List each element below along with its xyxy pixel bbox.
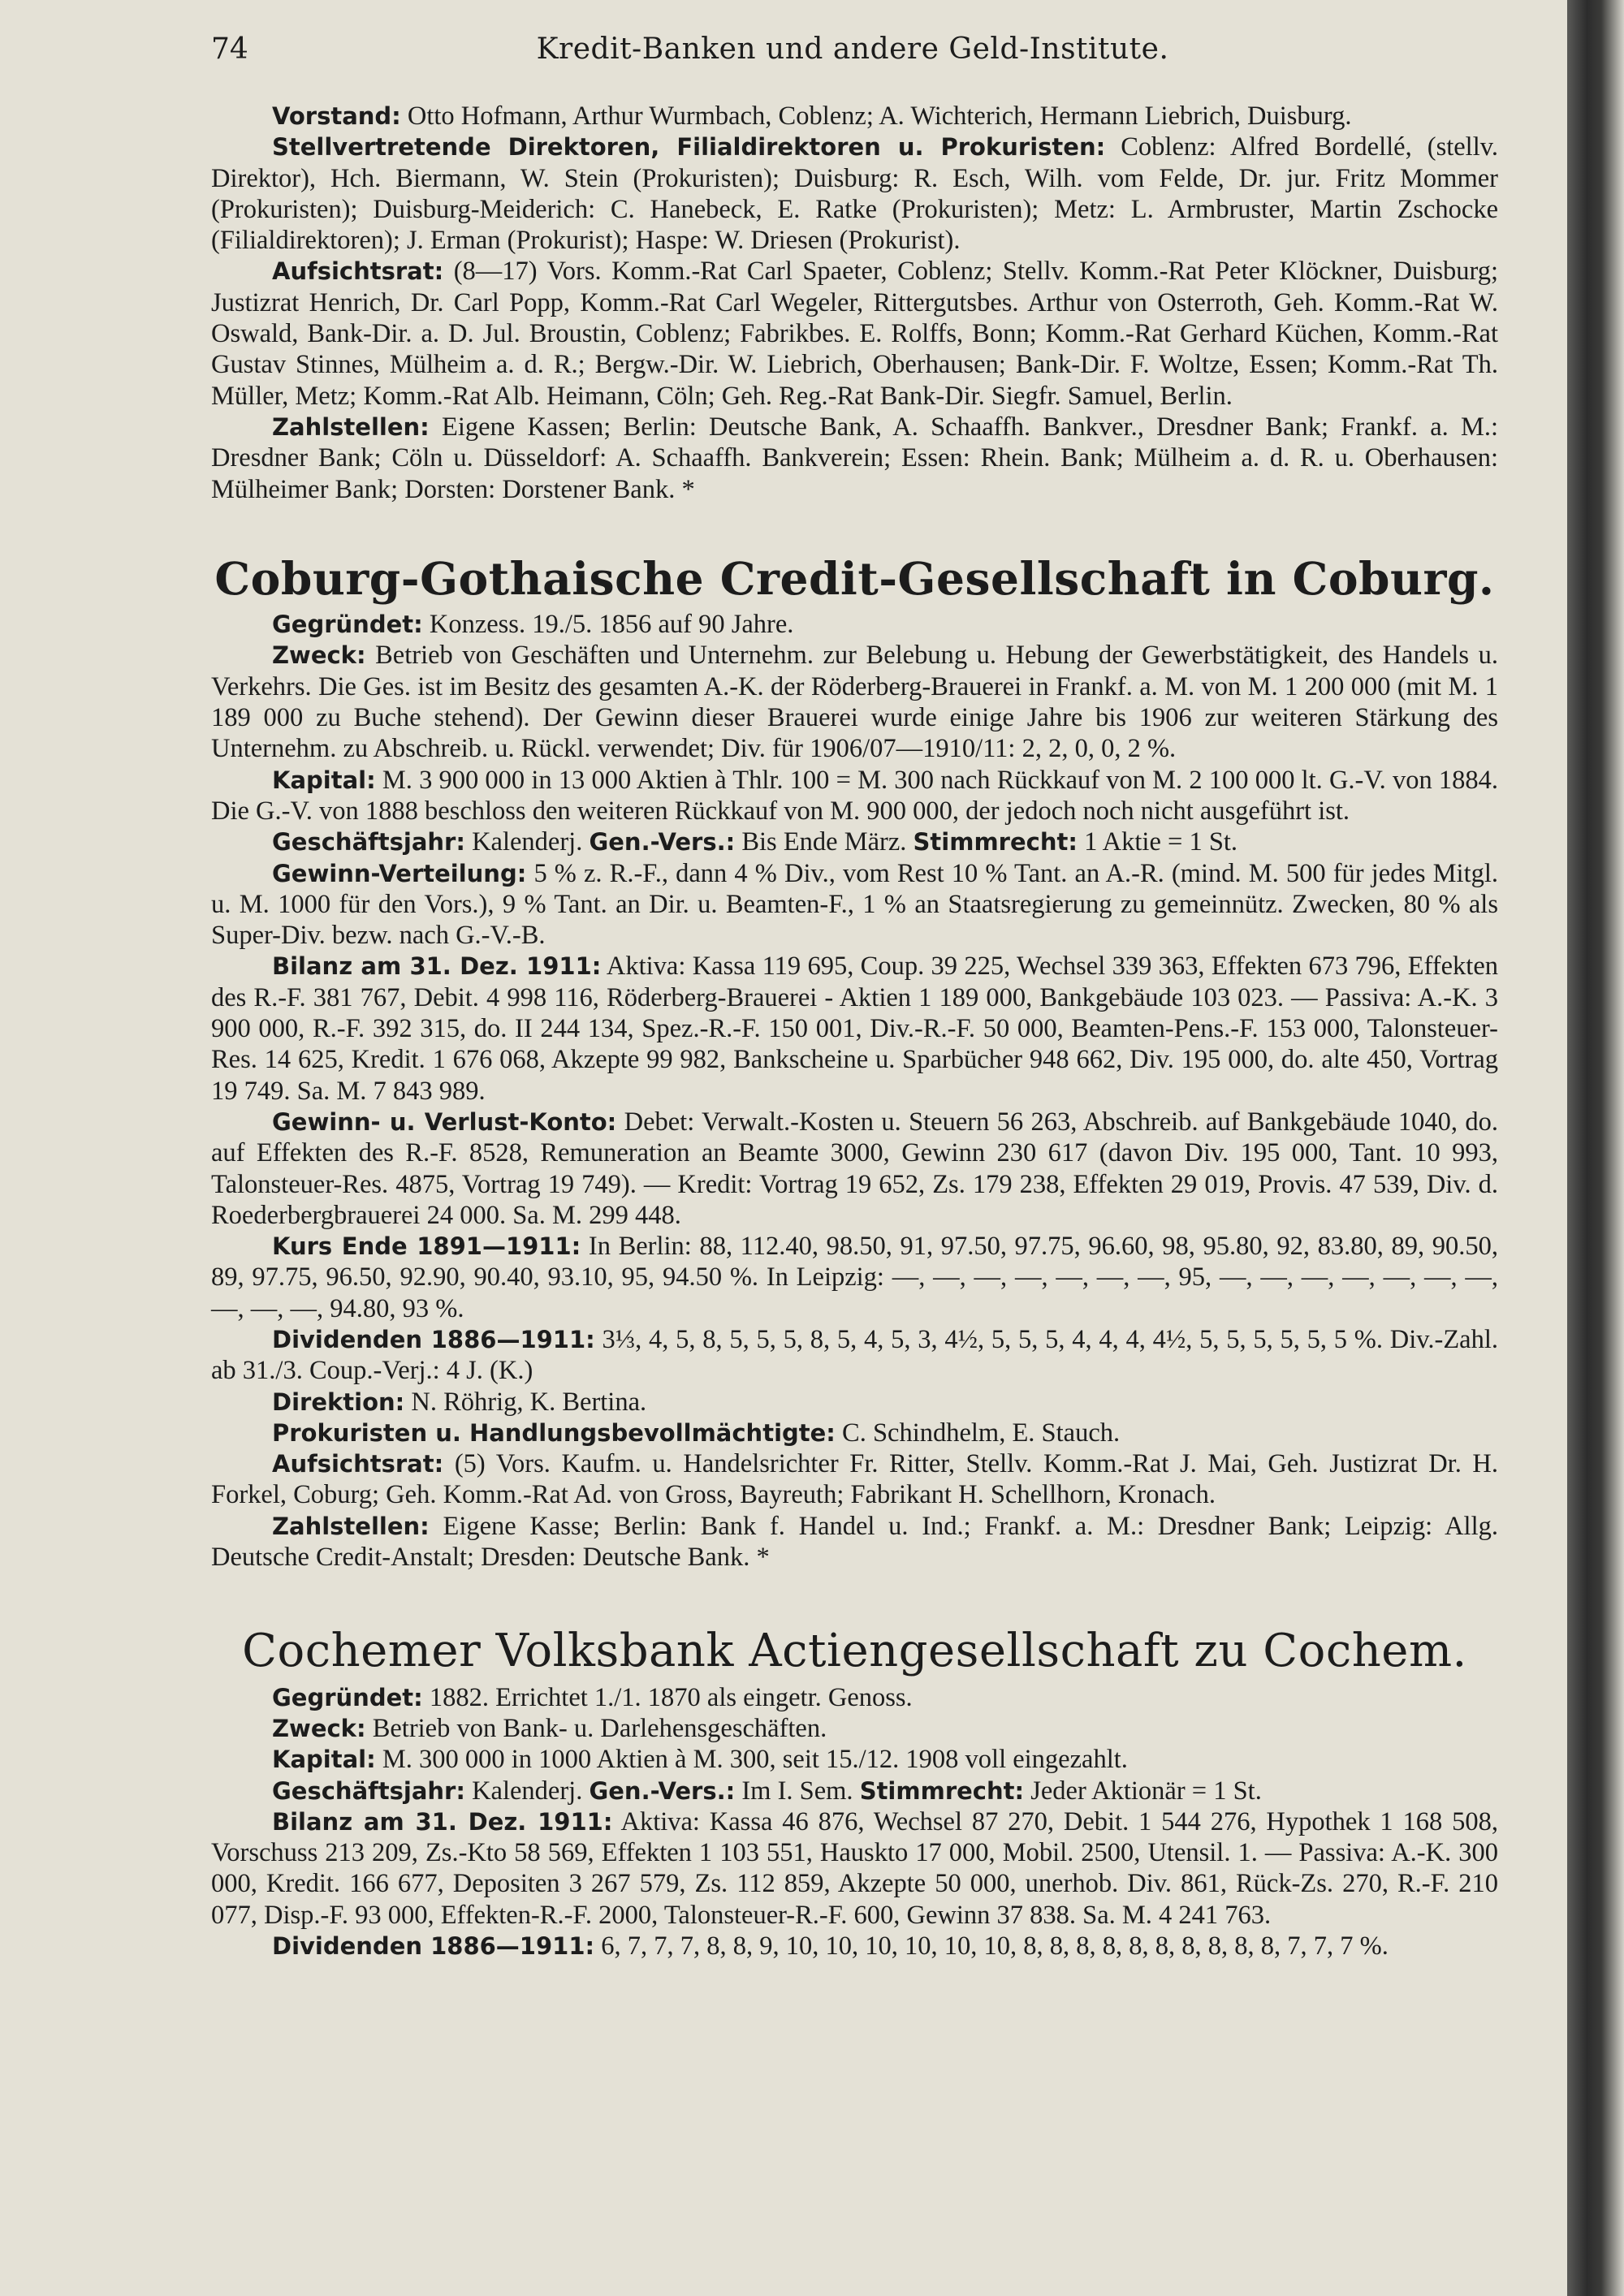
bilanz-paragraph	[211, 951, 1498, 1106]
stellv-label: Stellvertretende Direktoren, Filialdirektoren u. Prokuristen:	[272, 133, 1106, 162]
gewinn-verlust-label: Gewinn- u. Verlust-Konto:	[272, 1107, 617, 1136]
zahlstellen-label: Zahlstellen:	[272, 412, 430, 441]
gegruendet-paragraph	[211, 1682, 1498, 1713]
gewinn-verlust-paragraph	[211, 1107, 1498, 1231]
aufsichtsrat-text: (8—17) Vors. Komm.-Rat Carl Spaeter, Coblenz; Stellv. Komm.-Rat Peter Klöckner, Duisburg; Justizrat Henrich, Dr. Carl Popp, Komm.-Rat Carl Wegeler, Rittergutsbes. Arthur von Osterroth, Geh. Komm.-Rat W. Oswald, Bank-Dir. a. D. Jul. Broustin, Coblenz; Fabrikbes. E. Rolffs, Bonn; Komm.-Rat Gerhard Küchen, Komm.-Rat Gustav Stinnes, Mülheim a. d. R.; Bergw.-Dir. W. Liebrich, Oberhausen; Bank-Dir. F. Woltze, Essen; Komm.-Rat Th. Müller, Metz; Komm.-Rat Alb. Heimann, Cöln; Geh. Reg.-Rat Bank-Dir. Siegfr. Samuel, Berlin.	[211, 257, 1498, 411]
stimmrecht-text: Jeder Aktionär = 1 St.	[1030, 1776, 1262, 1806]
gegruendet-label: Gegründet:	[272, 611, 423, 639]
zahlstellen-text: Eigene Kasse; Berlin: Bank f. Handel u. Ind.; Frankf. a. M.: Dresdner Bank; Leipzig: Allg. Deutsche Credit-Anstalt; Dresden: Deutsche Bank. *	[211, 1511, 1498, 1573]
geschaeftsjahr-text: Kalenderj.	[472, 827, 583, 857]
zahlstellen-text: Eigene Kassen; Berlin: Deutsche Bank, A. Schaaffh. Bankver., Dresdner Bank; Frankf. a. M.: Dresdner Bank; Cöln u. Düsseldorf: A. Schaaffh. Bankverein; Essen: Rhein. Bank; Mülheim a. d. R. u. Oberhausen: Mülheimer Bank; Dorsten: Dorstener Bank. *	[211, 412, 1499, 504]
stimmrecht-label: Stimmrecht:	[859, 1776, 1025, 1805]
zweck-text: Betrieb von Geschäften und Unternehm. zur Belebung u. Hebung der Gewerbstätigkeit, des Handels u. Verkehrs. Die Ges. ist im Besitz des gesamten A.-K. der Röderberg-Brauerei in Frankf. a. M. von M. 1 200 000 (mit M. 1 189 000 zu Buche stehend). Der Gewinn dieser Brauerei wurde einige Jahre bis 1906 zur weiteren Stärkung des Unternehm. zu Abschreib. u. Rückl. verwendet; Div. für 1906/07—1910/11: 2, 2, 0, 0, 2 %.	[211, 641, 1498, 764]
kapital-text: M. 3 900 000 in 13 000 Aktien à Thlr. 100 = M. 300 nach Rückkauf von M. 2 100 000 lt. G.-V. von 1884. Die G.-V. von 1888 beschloss den weiteren Rückkauf von M. 900 000, der jedoch noch nicht ausgeführt ist.	[211, 765, 1499, 826]
direktion-text: N. Röhrig, K. Bertina.	[411, 1387, 647, 1417]
aufsichtsrat-label: Aufsichtsrat:	[272, 1450, 444, 1478]
dividenden-text: 6, 7, 7, 7, 8, 8, 9, 10, 10, 10, 10, 10, 10, 8, 8, 8, 8, 8, 8, 8, 8, 8, 8, 7, 7, 7 %.	[601, 1931, 1389, 1962]
dividenden-label: Dividenden 1886—1911:	[272, 1932, 595, 1961]
kapital-label: Kapital:	[272, 1746, 376, 1774]
gewinn-verlust-text: Debet: Verwalt.-Kosten u. Steuern 56 263, Abschreib. auf Bankgebäude 1040, do. auf Effekten des R.-F. 8528, Remuneration an Beamte 3000, Gewinn 230 617 (davon Div. 195 000, Tant. 10 993, Talonsteuer-Res. 4875, Vortrag 19 749). — Kredit: Vortrag 19 652, Zs. 179 238, Effekten 29 019, Provis. 47 539, Div. d. Roederbergbrauerei 24 000. Sa. M. 299 448.	[211, 1107, 1498, 1230]
zweck-paragraph	[211, 640, 1498, 764]
prokuristen-text: C. Schindhelm, E. Stauch.	[842, 1418, 1121, 1448]
bilanz-label: Bilanz am 31. Dez. 1911:	[272, 952, 602, 981]
gegruendet-paragraph	[211, 609, 1498, 640]
direktion-paragraph	[211, 1387, 1498, 1418]
stimmrecht-text: 1 Aktie = 1 St.	[1084, 827, 1238, 857]
prokuristen-label: Prokuristen u. Handlungsbevollmächtigte:	[272, 1418, 836, 1447]
geschaeftsjahr-label: Geschäftsjahr:	[272, 828, 465, 857]
geschaeftsjahr-paragraph	[211, 1776, 1498, 1806]
bilanz-paragraph	[211, 1806, 1498, 1931]
direktion-label: Direktion:	[272, 1388, 405, 1416]
gegruendet-text: 1882. Errichtet 1./1. 1870 als eingetr. Genoss.	[429, 1682, 913, 1712]
kapital-label: Kapital:	[272, 766, 376, 794]
genvers-text: Bis Ende März.	[741, 827, 907, 857]
aufsichtsrat-label: Aufsichtsrat:	[272, 257, 444, 286]
dividenden-paragraph	[211, 1931, 1498, 1962]
kapital-paragraph	[211, 765, 1498, 827]
zweck-label: Zweck:	[272, 1714, 366, 1742]
coburg-entry-heading: Coburg-Gothaische Credit-Gesellschaft in Coburg.	[214, 551, 1495, 605]
vorstand-label: Vorstand:	[272, 102, 401, 130]
geschaeftsjahr-text: Kalenderj.	[472, 1776, 583, 1806]
previous-entry-continuation	[211, 101, 1498, 505]
aufsichtsrat-paragraph	[211, 256, 1498, 411]
page-number: 74	[211, 32, 248, 66]
zahlstellen-paragraph	[211, 412, 1498, 505]
genvers-text: Im I. Sem.	[741, 1776, 853, 1806]
vorstand-paragraph	[211, 101, 1498, 132]
geschaeftsjahr-label: Geschäftsjahr:	[272, 1776, 465, 1805]
bilanz-text: Aktiva: Kassa 46 876, Wechsel 87 270, Debit. 1 544 276, Hypothek 1 168 508, Vorschuss 213 209, Zs.-Kto 58 569, Effekten 1 103 551, Hauskto 17 000, Mobil. 2500, Utensil. 1. — Passiva: A.-K. 300 000, Kredit. 166 677, Depositen 3 267 579, Zs. 112 859, Akzepte 50 000, unerhob. Div. 861, Rück-Zs. 270, R.-F. 210 077, Disp.-F. 93 000, Effekten-R.-F. 2000, Talonsteuer-R.-F. 600, Gewinn 37 838. Sa. M. 4 241 763.	[211, 1806, 1498, 1930]
stellv-paragraph	[211, 132, 1498, 256]
stellv-text: Coblenz: Alfred Bordellé, (stellv. Direktor), Hch. Biermann, W. Stein (Prokuristen); Duisburg: R. Esch, Wilh. vom Felde, Dr. jur. Fritz Mommer (Prokuristen); Duisburg-Meiderich: C. Hanebeck, E. Ratke (Prokuristen); Metz: L. Armbruster, Martin Zschocke (Filialdirektoren); J. Erman (Prokurist); Haspe: W. Driesen (Prokurist).	[211, 132, 1498, 256]
kapital-text: M. 300 000 in 1000 Aktien à M. 300, seit 15./12. 1908 voll eingezahlt.	[382, 1745, 1128, 1775]
kapital-paragraph	[211, 1744, 1498, 1775]
kurs-label: Kurs Ende 1891—1911:	[272, 1232, 581, 1261]
gewinnverteilung-paragraph	[211, 858, 1498, 952]
gewinnverteilung-text: 5 % z. R.-F., dann 4 % Div., vom Rest 10 % Tant. an A.-R. (mind. M. 500 für jedes Mitgl. u. M. 1000 für den Vors.), 9 % Tant. an Dir. u. Beamten-F., 1 % an Staatsregierung zu gemeinnütz. Zwecken, 80 % als Super-Div. bezw. nach G.-V.-B.	[211, 858, 1499, 951]
zahlstellen-label: Zahlstellen:	[272, 1512, 430, 1540]
dividenden-text: 3⅓, 4, 5, 8, 5, 5, 5, 8, 5, 4, 5, 3, 4½, 5, 5, 5, 4, 4, 4, 4½, 5, 5, 5, 5, 5, 5 %. Div.-Zahl. ab 31./3. Coup.-Verj.: 4 J. (K.)	[211, 1324, 1499, 1386]
gegruendet-text: Konzess. 19./5. 1856 auf 90 Jahre.	[429, 610, 794, 640]
running-title: Kredit-Banken und andere Geld-Institute.	[536, 32, 1169, 66]
zweck-label: Zweck:	[272, 641, 366, 670]
kurs-text: In Berlin: 88, 112.40, 98.50, 91, 97.50, 97.75, 96.60, 98, 95.80, 92, 83.80, 89, 90.50, 89, 97.75, 96.50, 92.90, 90.40, 93.10, 95, 94.50 %. In Leipzig: —, —, —, —, —, —, —, 95, —, —, —, —, —, —, —, —, —, —, 94.80, 93 %.	[211, 1232, 1498, 1323]
aufsichtsrat-text: (5) Vors. Kaufm. u. Handelsrichter Fr. Ritter, Stellv. Komm.-Rat J. Mai, Geh. Justizrat Dr. H. Forkel, Coburg; Geh. Komm.-Rat Ad. von Gross, Bayreuth; Fabrikant H. Schellhorn, Kronach.	[211, 1449, 1499, 1510]
gegruendet-label: Gegründet:	[272, 1683, 423, 1711]
genvers-label: Gen.-Vers.:	[589, 1776, 736, 1805]
zweck-paragraph	[211, 1713, 1498, 1744]
text-column	[211, 101, 1498, 1962]
cochem-entry-heading: Cochemer Volksbank Actiengesellschaft zu Cochem.	[242, 1625, 1467, 1678]
genvers-label: Gen.-Vers.:	[589, 828, 736, 857]
cochem-entry	[211, 1682, 1498, 1962]
coburg-entry	[211, 609, 1498, 1573]
stimmrecht-label: Stimmrecht:	[913, 828, 1078, 857]
bilanz-text: Aktiva: Kassa 119 695, Coup. 39 225, Wechsel 339 363, Effekten 673 796, Effekten des R.-F. 381 767, Debit. 4 998 116, Röderberg-Brauerei - Aktien 1 189 000, Bankgebäude 103 023. — Passiva: A.-K. 3 900 000, R.-F. 392 315, do. II 244 134, Spez.-R.-F. 150 001, Div.-R.-F. 50 000, Beamten-Pens.-F. 153 000, Talonsteuer-Res. 14 625, Kredit. 1 676 068, Akzepte 99 982, Bankscheine u. Sparbücher 948 662, Div. 195 000, do. alte 450, Vortrag 19 749. Sa. M. 7 843 989.	[211, 952, 1498, 1106]
dividenden-paragraph	[211, 1324, 1498, 1387]
aufsichtsrat-paragraph	[211, 1448, 1498, 1511]
zweck-text: Betrieb von Bank- u. Darlehensgeschäften.	[372, 1713, 827, 1743]
bilanz-label: Bilanz am 31. Dez. 1911:	[272, 1807, 613, 1836]
prokuristen-paragraph	[211, 1418, 1498, 1448]
kurs-paragraph	[211, 1231, 1498, 1324]
dividenden-label: Dividenden 1886—1911:	[272, 1325, 595, 1353]
book-spine-edge	[1567, 0, 1624, 2296]
vorstand-text: Otto Hofmann, Arthur Wurmbach, Coblenz; A. Wichterich, Hermann Liebrich, Duisburg.	[407, 101, 1352, 131]
geschaeftsjahr-paragraph	[211, 826, 1498, 857]
running-header	[211, 32, 1494, 66]
zahlstellen-paragraph	[211, 1511, 1498, 1573]
gewinnverteilung-label: Gewinn-Verteilung:	[272, 859, 527, 887]
